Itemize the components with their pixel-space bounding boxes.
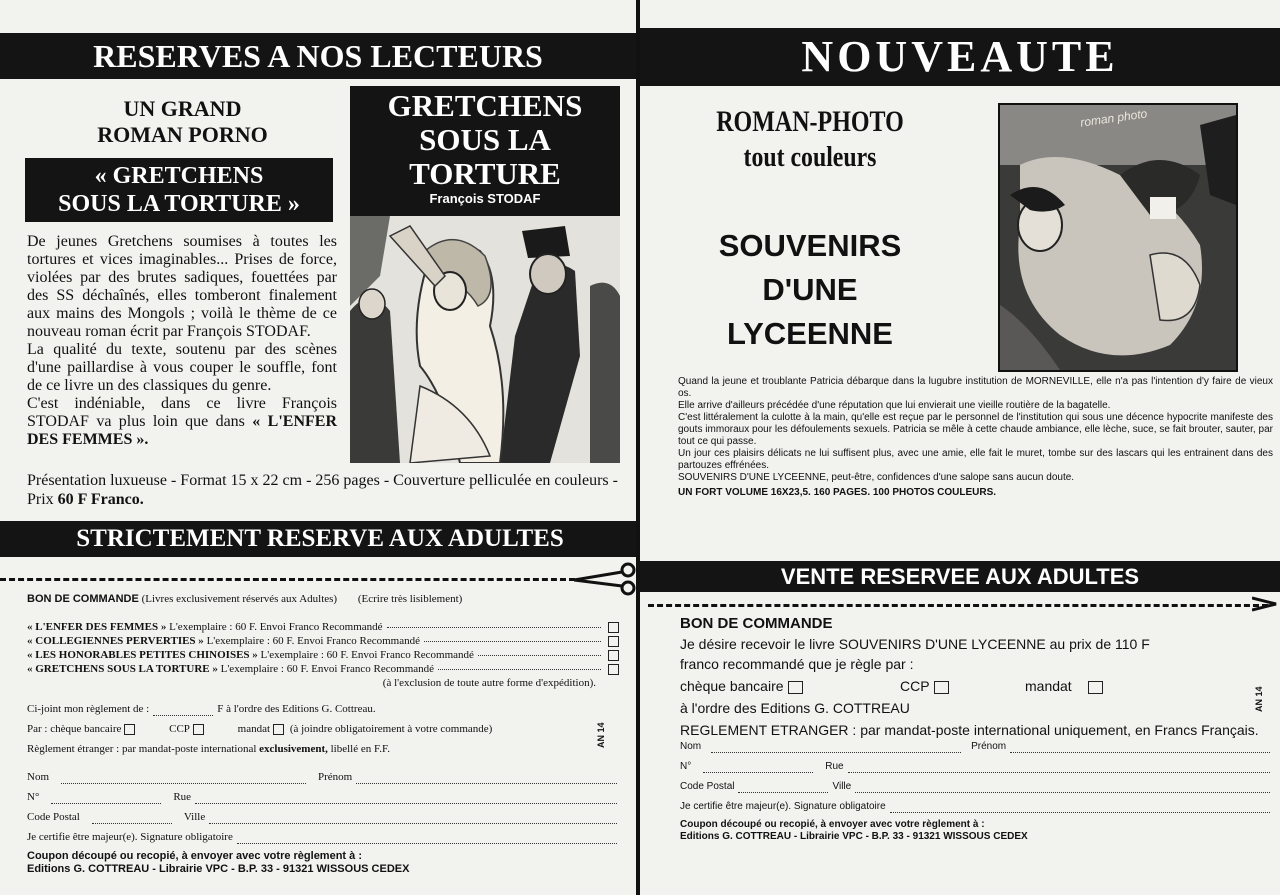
payment-line-2 [27, 722, 622, 736]
leader-dots [424, 641, 601, 642]
city-input[interactable] [209, 810, 617, 824]
payment-options [680, 674, 1150, 698]
order-form [27, 592, 622, 876]
payment-method-label: Par : chèque bancaire [27, 723, 122, 735]
book-title [670, 224, 950, 356]
presentation-text: Présentation luxueuse - Format 15 x 22 cm - 256 pages - Couverture pelliculée en couleurs - Prix [27, 472, 618, 508]
header-band: RESERVES A NOS LECTEURS [0, 33, 636, 79]
field-label-nom: Nom [680, 741, 702, 752]
certify-label: Je certifie être majeur(e). Signature obligatoire [27, 831, 233, 843]
description-part-4: Un jour ces plaisirs délicats ne lui suffisent plus, avec une amie, elle fait le muret, tombe sur des lascars qui les entrainent dans des partouzes effrénées. [678, 448, 1273, 471]
signature-input[interactable] [237, 830, 617, 844]
field-label-no: N° [680, 761, 692, 772]
cover-title-line-3: TORTURE [409, 156, 561, 191]
foreign-payment: REGLEMENT ETRANGER : par mandat-poste international uniquement, en Francs Français. [680, 722, 1259, 738]
title-line-1: SOUVENIRS [718, 228, 902, 263]
cheque-label: chèque bancaire [680, 678, 784, 694]
ccp-label: CCP [169, 723, 190, 735]
order-to: à l'ordre des Editions G. COTTREAU [680, 700, 910, 716]
cheque-checkbox[interactable] [788, 681, 803, 694]
adults-band: VENTE RESERVEE AUX ADULTES [640, 561, 1280, 592]
illustration-drawing [350, 216, 620, 463]
leader-dots [438, 669, 601, 670]
coupon-line-1: Coupon découpé ou recopié, à envoyer avec votre règlement à : [680, 819, 985, 830]
description-part-5: SOUVENIRS D'UNE LYCEENNE, peut-être, confidences d'une salope sans aucun doute. [678, 472, 1075, 483]
order-item-title: « LES HONORABLES PETITES CHINOISES » [27, 649, 258, 661]
description-part-1: De jeunes Gretchens soumises à toutes les tortures et vices imaginables... Prises de force, violées par des brutes sadiques, fouettées par des SS déchaînés, elles tomberont finalement aux mains des Mongols ; voilà le thème de ce nouveau roman écrit par François STODAF. [27, 233, 337, 340]
field-label-cp: Code Postal [27, 811, 80, 823]
order-header-row [27, 592, 622, 606]
leader-dots [478, 655, 601, 656]
order-item-detail: L'exemplaire : 60 F. Envoi Franco Recommandé [260, 649, 474, 661]
order-checkbox[interactable] [608, 650, 619, 661]
arrow-icon [1252, 592, 1278, 616]
description-part-3: C'est indéniable, dans ce livre François STODAF va plus loin que dans [27, 395, 337, 430]
order-checkbox[interactable] [608, 636, 619, 647]
title-box-line-2: SOUS LA TORTURE » [58, 191, 300, 217]
left-page [0, 0, 636, 895]
title-box-line-1: « GRETCHENS [94, 163, 264, 189]
mandat-label: mandat [1025, 678, 1072, 694]
order-form [680, 614, 1270, 843]
nom-input[interactable] [711, 741, 961, 753]
cut-line [648, 604, 1268, 607]
order-item-detail: L'exemplaire : 60 F. Envoi Franco Recommandé [220, 663, 435, 675]
order-item [27, 662, 622, 676]
title-line-3: LYCEENNE [727, 316, 893, 351]
signature-row [27, 830, 617, 844]
kind-line-1: ROMAN-PHOTO [716, 105, 904, 138]
signature-input[interactable] [890, 801, 1270, 813]
description-part-2: Elle arrive d'ailleurs précédée d'une réputation que lui envierait une vieille routière de la bagatelle. [678, 400, 1111, 411]
exclusion-note: (à l'exclusion de toute autre forme d'expédition). [382, 677, 596, 689]
ccp-checkbox[interactable] [934, 681, 949, 694]
description-part-1: Quand la jeune et troublante Patricia débarque dans la lugubre institution de MORNEVILLE, elle n'a pas l'intention d'y faire de vieux os. [678, 376, 1273, 399]
mandat-checkbox[interactable] [1088, 681, 1103, 694]
foreign-text-2: libellé en F.F. [330, 743, 390, 755]
mandat-checkbox[interactable] [273, 724, 284, 735]
street-input[interactable] [195, 790, 617, 804]
coupon-line-1: Coupon découpé ou recopié, à envoyer avec votre règlement à : [27, 850, 362, 862]
field-label-nom: Nom [27, 771, 49, 783]
adults-band: STRICTEMENT RESERVE AUX ADULTES [0, 521, 636, 557]
order-item-title: « L'ENFER DES FEMMES » [27, 621, 167, 633]
payment-amount-input[interactable] [153, 702, 213, 716]
cover-photo [998, 103, 1238, 372]
description-bold-title: « L'ENFER DES FEMMES ». [27, 413, 337, 448]
description-part-2: La qualité du texte, soutenu par des scènes d'une paillardise à vous couper le souffle, font de ce livre un des classiques du genre. [27, 341, 337, 394]
order-item-title: « GRETCHENS SOUS LA TORTURE » [27, 663, 218, 675]
coupon-line-2: Editions G. COTTREAU - Librairie VPC - B.P. 33 - 91321 WISSOUS CEDEX [27, 863, 410, 875]
postal-code-input[interactable] [738, 781, 828, 793]
foreign-text: Règlement étranger : par mandat-poste international [27, 743, 257, 755]
coupon-line-2: Editions G. COTTREAU - Librairie VPC - B.P. 33 - 91321 WISSOUS CEDEX [680, 831, 1028, 842]
cover-title-line-2: SOUS LA [419, 122, 551, 157]
certify-label: Je certifie être majeur(e). Signature obligatoire [680, 801, 886, 812]
order-title: BON DE COMMANDE [27, 593, 139, 605]
scissors-icon [574, 560, 636, 596]
mandat-label: mandat [237, 723, 271, 735]
address-row [680, 761, 1270, 773]
nom-input[interactable] [61, 770, 306, 784]
order-note: (Ecrire très lisiblement) [357, 593, 463, 605]
issue-code: AN 14 [596, 722, 606, 748]
book-description [27, 233, 337, 449]
order-item-detail: L'exemplaire : 60 F. Envoi Franco Recommandé [206, 635, 420, 647]
coupon-address [680, 819, 1270, 843]
field-label-rue: Rue [825, 761, 844, 772]
postal-code-input[interactable] [92, 810, 172, 824]
prenom-input[interactable] [1010, 741, 1270, 753]
price: 60 F Franco. [57, 491, 144, 508]
field-label-no: N° [27, 791, 40, 803]
volume-info: UN FORT VOLUME 16X23,5. 160 PAGES. 100 PHOTOS COULEURS. [678, 487, 997, 498]
order-items [27, 620, 622, 690]
mandat-option [1025, 674, 1103, 698]
order-checkbox[interactable] [608, 622, 619, 633]
payment-line-1 [27, 702, 587, 716]
order-item-title: « COLLEGIENNES PERVERTIES » [27, 635, 204, 647]
field-label-rue: Rue [173, 791, 192, 803]
mandat-note: (à joindre obligatoirement à votre commande) [289, 723, 493, 735]
ccp-option [900, 674, 1025, 698]
title-line-2: D'UNE [762, 272, 858, 307]
intro-text [40, 96, 325, 148]
presentation-line [27, 471, 622, 509]
intro-line-2: ROMAN PORNO [97, 122, 268, 147]
foreign-payment [27, 742, 622, 756]
signature-row [680, 801, 1270, 813]
cheque-checkbox[interactable] [124, 724, 135, 735]
street-input[interactable] [848, 761, 1270, 773]
order-title: BON DE COMMANDE [680, 615, 833, 632]
order-item-detail: L'exemplaire : 60 F. Envoi Franco Recommandé [169, 621, 383, 633]
header-band: NOUVEAUTE [640, 28, 1280, 86]
order-item [27, 620, 622, 634]
cover-title-block [350, 86, 620, 216]
name-row [680, 741, 1270, 753]
field-label-cp: Code Postal [680, 781, 735, 792]
order-text-2: franco recommandé que je règle par : [680, 656, 914, 672]
field-label-ville: Ville [832, 781, 852, 792]
leader-dots [387, 627, 601, 628]
city-row [27, 810, 617, 824]
payment-amount-label: Ci-joint mon règlement de : [27, 703, 150, 715]
order-subtitle: (Livres exclusivement réservés aux Adultes) [141, 593, 338, 605]
cover-author: François STODAF [429, 191, 541, 206]
intro-line-1: UN GRAND [123, 96, 242, 121]
description-part-3: C'est littéralement la culotte à la main, qu'elle est reçue par le personnel de l'institution qui sous une décence hypocrite manifeste des gouts immoraux pour les défoulements sexuels. Patricia se mêle à cette chaude ambiance, elle lèche, suce, se fait brouter, sauter, par tout ce qui passe. [678, 412, 1273, 447]
foreign-bold: exclusivement, [259, 743, 328, 755]
book-kind [670, 104, 950, 176]
ccp-checkbox[interactable] [193, 724, 204, 735]
cover-illustration [350, 216, 620, 463]
issue-code: AN 14 [1254, 686, 1264, 712]
kind-line-2: tout couleurs [743, 142, 877, 173]
address-row [27, 790, 617, 804]
photo-drawing [1000, 105, 1236, 370]
book-description [678, 376, 1273, 499]
cheque-option [680, 674, 900, 698]
field-label-prenom: Prénom [971, 741, 1007, 752]
city-input[interactable] [855, 781, 1270, 793]
number-input[interactable] [51, 790, 161, 804]
name-row [27, 770, 617, 784]
field-label-ville: Ville [183, 811, 206, 823]
coupon-address [27, 850, 622, 876]
prenom-input[interactable] [356, 770, 617, 784]
order-text-1: Je désire recevoir le livre SOUVENIRS D'UNE LYCEENNE au prix de 110 F [680, 636, 1150, 652]
ccp-label: CCP [900, 678, 930, 694]
cut-line [0, 578, 575, 581]
number-input[interactable] [703, 761, 813, 773]
photo-caption: roman photo [1079, 106, 1149, 130]
order-checkbox[interactable] [608, 664, 619, 675]
payment-order-to: F à l'ordre des Editions G. Cottreau. [217, 703, 376, 715]
field-label-prenom: Prénom [318, 771, 353, 783]
cover-title-line-1: GRETCHENS [387, 88, 583, 123]
right-page [640, 0, 1280, 895]
order-item [27, 634, 622, 648]
city-row [680, 781, 1270, 793]
title-box [25, 158, 333, 222]
order-item [27, 648, 622, 662]
